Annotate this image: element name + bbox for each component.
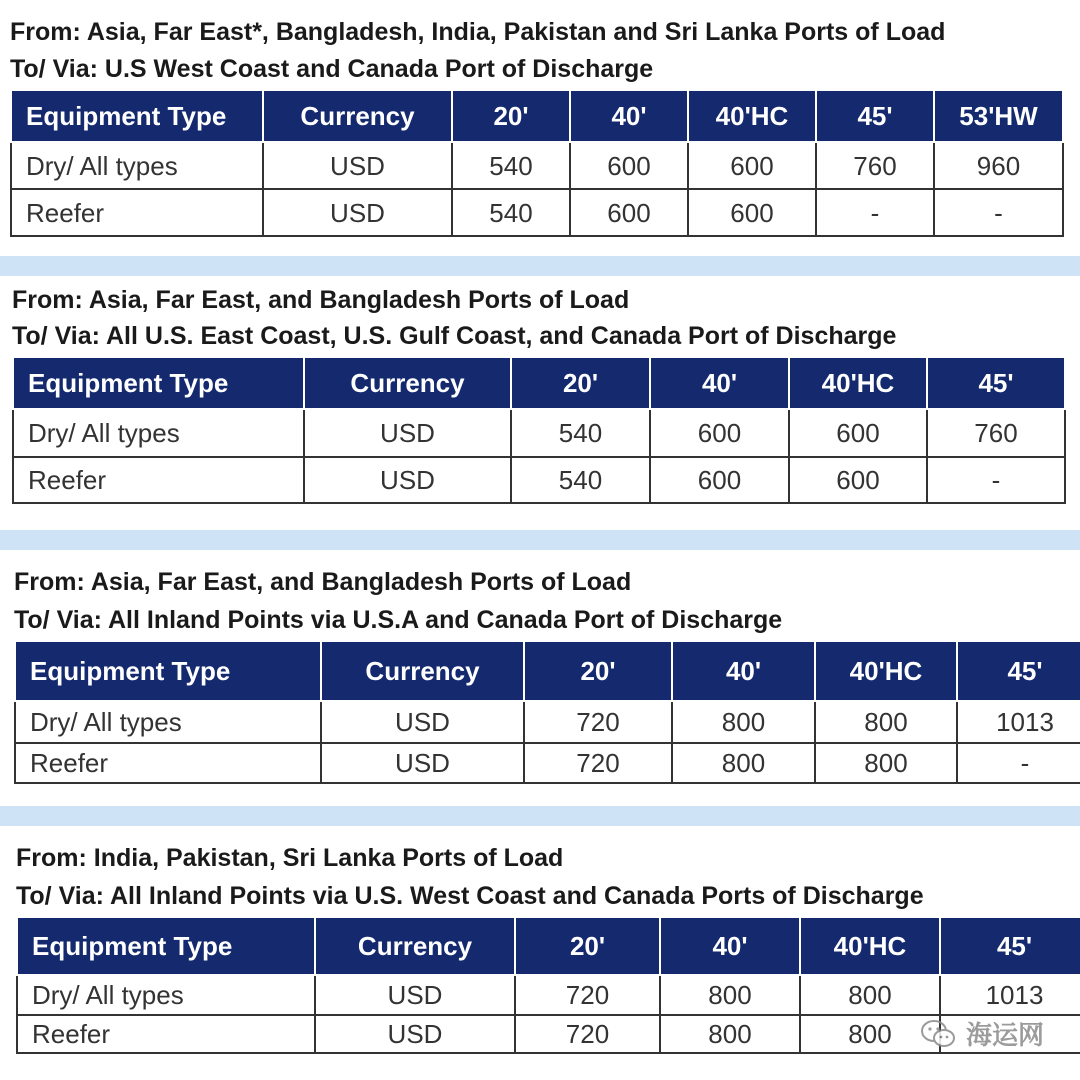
cell-40: 600 xyxy=(650,409,789,457)
cell-20: 720 xyxy=(524,701,672,743)
section-2-to-title: To/ Via: All U.S. East Coast, U.S. Gulf Coast, and Canada Port of Discharge xyxy=(12,322,897,350)
header-20: 20' xyxy=(524,641,672,701)
header-40hc: 40'HC xyxy=(688,90,816,142)
cell-equipment: Reefer xyxy=(15,743,321,783)
header-40: 40' xyxy=(650,357,789,409)
section-1-to-title: To/ Via: U.S West Coast and Canada Port of Discharge xyxy=(10,55,654,83)
table-row xyxy=(15,701,1080,743)
cell-20: 720 xyxy=(524,743,672,783)
cell-53hw: 960 xyxy=(934,142,1063,189)
cell-equipment: Reefer xyxy=(17,1015,315,1053)
cell-currency: USD xyxy=(315,975,515,1015)
header-40: 40' xyxy=(660,917,800,975)
section-1-from-title: From: Asia, Far East*, Bangladesh, India, Pakistan and Sri Lanka Ports of Load xyxy=(10,18,946,46)
header-equipment-type: Equipment Type xyxy=(15,641,321,701)
cell-40hc: 600 xyxy=(688,142,816,189)
section-separator xyxy=(0,256,1080,276)
cell-40hc: 800 xyxy=(815,743,957,783)
section-3-from-title: From: Asia, Far East, and Bangladesh Ports of Load xyxy=(14,568,632,596)
wechat-icon xyxy=(920,1019,956,1049)
table-row xyxy=(15,743,1080,783)
watermark xyxy=(920,1015,1044,1052)
table-row xyxy=(13,457,1065,503)
header-20: 20' xyxy=(515,917,660,975)
cell-40: 800 xyxy=(672,743,815,783)
cell-40: 600 xyxy=(650,457,789,503)
cell-45: - xyxy=(927,457,1065,503)
cell-currency: USD xyxy=(321,701,524,743)
cell-40hc: 800 xyxy=(815,701,957,743)
cell-equipment: Reefer xyxy=(11,189,263,236)
header-equipment-type: Equipment Type xyxy=(17,917,315,975)
cell-40hc: 800 xyxy=(800,1015,940,1053)
watermark-text: 海运网 xyxy=(965,1020,1044,1050)
cell-20: 720 xyxy=(515,975,660,1015)
cell-20: 540 xyxy=(452,189,570,236)
cell-equipment: Dry/ All types xyxy=(17,975,315,1015)
header-40hc: 40'HC xyxy=(815,641,957,701)
section-4-from-title: From: India, Pakistan, Sri Lanka Ports of Load xyxy=(16,844,564,872)
section-3-rate-table xyxy=(14,640,1080,784)
header-45: 45' xyxy=(927,357,1065,409)
section-2-rate-table xyxy=(12,356,1066,504)
cell-currency: USD xyxy=(304,457,511,503)
cell-45: 1013 xyxy=(940,975,1080,1015)
header-currency: Currency xyxy=(304,357,511,409)
header-equipment-type: Equipment Type xyxy=(11,90,263,142)
cell-20: 540 xyxy=(511,409,650,457)
table-row xyxy=(11,142,1063,189)
cell-45: - xyxy=(816,189,934,236)
cell-45: 760 xyxy=(816,142,934,189)
table-header-row xyxy=(17,917,1080,975)
header-equipment-type: Equipment Type xyxy=(13,357,304,409)
header-40hc: 40'HC xyxy=(789,357,927,409)
cell-45: 760 xyxy=(927,409,1065,457)
cell-currency: USD xyxy=(263,189,452,236)
table-row xyxy=(17,975,1080,1015)
section-4-to-title: To/ Via: All Inland Points via U.S. West Coast and Canada Ports of Discharge xyxy=(16,882,924,910)
table-row xyxy=(11,189,1063,236)
cell-40: 600 xyxy=(570,142,688,189)
cell-equipment: Dry/ All types xyxy=(15,701,321,743)
cell-20: 540 xyxy=(511,457,650,503)
header-45: 45' xyxy=(940,917,1080,975)
cell-40hc: 600 xyxy=(789,457,927,503)
cell-currency: USD xyxy=(315,1015,515,1053)
header-45: 45' xyxy=(816,90,934,142)
table-header-row xyxy=(11,90,1063,142)
cell-equipment: Dry/ All types xyxy=(13,409,304,457)
cell-currency: USD xyxy=(263,142,452,189)
cell-currency: USD xyxy=(304,409,511,457)
cell-45: - xyxy=(957,743,1080,783)
header-40: 40' xyxy=(672,641,815,701)
section-2-from-title: From: Asia, Far East, and Bangladesh Ports of Load xyxy=(12,286,630,314)
table-row xyxy=(13,409,1065,457)
section-separator xyxy=(0,806,1080,826)
header-currency: Currency xyxy=(315,917,515,975)
header-20: 20' xyxy=(452,90,570,142)
cell-20: 720 xyxy=(515,1015,660,1053)
cell-equipment: Dry/ All types xyxy=(11,142,263,189)
header-20: 20' xyxy=(511,357,650,409)
header-40: 40' xyxy=(570,90,688,142)
section-separator xyxy=(0,530,1080,550)
header-45: 45' xyxy=(957,641,1080,701)
cell-20: 540 xyxy=(452,142,570,189)
header-40hc: 40'HC xyxy=(800,917,940,975)
section-3-to-title: To/ Via: All Inland Points via U.S.A and Canada Port of Discharge xyxy=(14,606,783,634)
header-53hw: 53'HW xyxy=(934,90,1063,142)
cell-40hc: 600 xyxy=(789,409,927,457)
section-1-rate-table xyxy=(10,89,1064,237)
header-currency: Currency xyxy=(321,641,524,701)
cell-40: 800 xyxy=(672,701,815,743)
cell-equipment: Reefer xyxy=(13,457,304,503)
cell-currency: USD xyxy=(321,743,524,783)
cell-40: 800 xyxy=(660,1015,800,1053)
header-currency: Currency xyxy=(263,90,452,142)
cell-45: 1013 xyxy=(957,701,1080,743)
cell-40hc: 800 xyxy=(800,975,940,1015)
cell-40: 600 xyxy=(570,189,688,236)
cell-40: 800 xyxy=(660,975,800,1015)
cell-40hc: 600 xyxy=(688,189,816,236)
table-header-row xyxy=(15,641,1080,701)
cell-53hw: - xyxy=(934,189,1063,236)
table-header-row xyxy=(13,357,1065,409)
